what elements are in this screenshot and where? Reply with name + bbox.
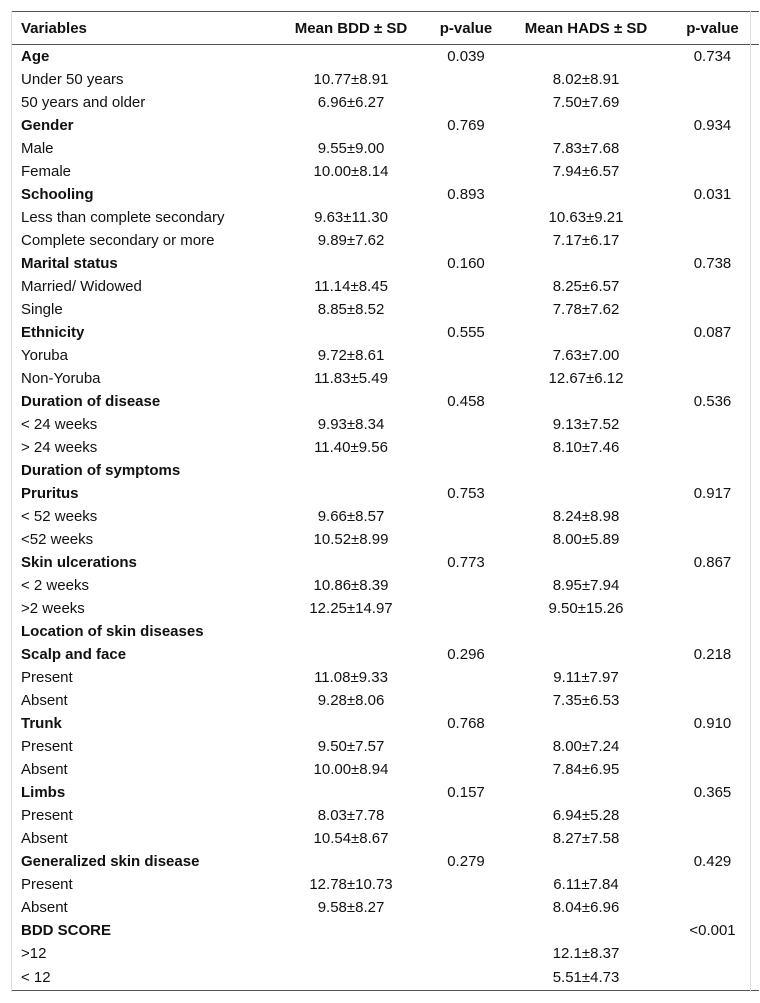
- table-row: [11, 137, 759, 160]
- table-row: [11, 873, 759, 896]
- cell-variable: Less than complete secondary: [21, 209, 225, 226]
- cell-mean-bdd: 9.63±11.30: [314, 209, 388, 226]
- cell-p-value-bdd: 0.157: [447, 784, 485, 801]
- cell-p-value-bdd: [426, 275, 506, 298]
- cell-variable: < 24 weeks: [21, 416, 98, 433]
- table-row: [11, 712, 759, 735]
- cell-mean-hads: [506, 781, 666, 804]
- cell-p-value-hads: 0.734: [693, 48, 732, 65]
- cell-p-value-hads: [666, 413, 759, 436]
- cell-p-value-hads: [666, 160, 759, 183]
- cell-p-value-bdd: [426, 91, 506, 114]
- cell-variable: Scalp and face: [21, 646, 127, 663]
- cell-mean-hads: 7.83±7.68: [552, 140, 620, 157]
- cell-mean-bdd: [276, 965, 426, 991]
- cell-p-value-bdd: [426, 229, 506, 252]
- cell-p-value-bdd: [426, 804, 506, 827]
- cell-p-value-hads: <0.001: [689, 922, 736, 939]
- table-row: [11, 344, 759, 367]
- cell-mean-bdd: 9.93±8.34: [317, 416, 385, 433]
- table-row: [11, 160, 759, 183]
- cell-mean-hads: [506, 183, 666, 206]
- cell-p-value-hads: [666, 873, 759, 896]
- table-row: [11, 206, 759, 229]
- cell-mean-bdd: 10.54±8.67: [313, 830, 389, 847]
- cell-variable: > 24 weeks: [21, 439, 98, 456]
- table-row: [11, 528, 759, 551]
- cell-mean-bdd: 11.14±8.45: [314, 278, 388, 295]
- cell-p-value-hads: [666, 597, 759, 620]
- table-row: [11, 781, 759, 804]
- cell-mean-bdd: [276, 252, 426, 275]
- table-row: [11, 183, 759, 206]
- cell-variable: Duration of disease: [21, 393, 161, 410]
- cell-mean-bdd: [276, 459, 426, 482]
- cell-p-value-bdd: [426, 137, 506, 160]
- cell-variable: Duration of symptoms: [21, 462, 181, 479]
- cell-p-value-hads: [666, 91, 759, 114]
- cell-p-value-bdd: [426, 68, 506, 91]
- cell-mean-bdd: 10.77±8.91: [313, 71, 389, 88]
- table-body: [11, 45, 759, 991]
- cell-p-value-bdd: [426, 666, 506, 689]
- cell-mean-hads: 8.04±6.96: [552, 899, 620, 916]
- cell-variable: Location of skin diseases: [21, 623, 204, 640]
- header-mean-hads: Mean HADS ± SD: [506, 12, 666, 45]
- cell-variable: Schooling: [21, 186, 94, 203]
- cell-variable: 50 years and older: [21, 94, 146, 111]
- header-p-value-bdd: p-value: [426, 12, 506, 45]
- cell-mean-bdd: [276, 114, 426, 137]
- cell-variable: Male: [21, 140, 54, 157]
- cell-mean-bdd: 10.00±8.14: [313, 163, 389, 180]
- cell-p-value-bdd: 0.769: [447, 117, 485, 134]
- results-table: [11, 11, 759, 991]
- cell-p-value-hads: [666, 206, 759, 229]
- cell-mean-bdd: 9.50±7.57: [317, 738, 385, 755]
- cell-variable: Ethnicity: [21, 324, 85, 341]
- cell-mean-bdd: 10.52±8.99: [313, 531, 389, 548]
- cell-mean-bdd: 8.03±7.78: [317, 807, 385, 824]
- cell-mean-hads: 8.00±5.89: [552, 531, 620, 548]
- table-row: [11, 827, 759, 850]
- cell-mean-hads: 12.1±8.37: [552, 945, 620, 962]
- cell-variable: < 12: [11, 965, 276, 991]
- cell-mean-hads: [506, 390, 666, 413]
- cell-variable: Female: [21, 163, 72, 180]
- table-row: [11, 298, 759, 321]
- table-row: [11, 413, 759, 436]
- cell-p-value-hads: 0.087: [693, 324, 732, 341]
- cell-p-value-bdd: [426, 505, 506, 528]
- cell-p-value-bdd: [426, 206, 506, 229]
- cell-p-value-hads: [666, 528, 759, 551]
- cell-variable: Age: [21, 48, 50, 65]
- cell-mean-hads: 8.02±8.91: [552, 71, 620, 88]
- cell-variable: Yoruba: [21, 347, 68, 364]
- cell-mean-bdd: [276, 643, 426, 666]
- cell-mean-hads: 7.50±7.69: [552, 94, 620, 111]
- cell-variable: >12: [21, 945, 47, 962]
- table-row: [11, 597, 759, 620]
- cell-variable: Marital status: [21, 255, 118, 272]
- cell-p-value-bdd: [426, 827, 506, 850]
- cell-p-value-bdd: 0.279: [447, 853, 485, 870]
- cell-mean-hads: 7.63±7.00: [552, 347, 620, 364]
- cell-mean-bdd: 10.86±8.39: [313, 577, 389, 594]
- cell-p-value-bdd: [426, 436, 506, 459]
- cell-p-value-hads: [666, 137, 759, 160]
- cell-mean-bdd: 8.85±8.52: [317, 301, 385, 318]
- cell-mean-hads: 8.00±7.24: [552, 738, 620, 755]
- table-row: [11, 965, 759, 991]
- header-p-value-hads: p-value: [666, 12, 759, 45]
- cell-mean-hads: 6.94±5.28: [552, 807, 620, 824]
- cell-mean-hads: [506, 919, 666, 942]
- cell-mean-hads: 7.17±6.17: [552, 232, 620, 249]
- cell-variable: Under 50 years: [21, 71, 124, 88]
- cell-mean-hads: [506, 482, 666, 505]
- cell-p-value-bdd: [426, 620, 506, 643]
- table-row: [11, 459, 759, 482]
- cell-p-value-hads: [666, 896, 759, 919]
- cell-mean-hads: 8.25±6.57: [552, 278, 620, 295]
- cell-variable: BDD SCORE: [21, 922, 112, 939]
- cell-variable: >2 weeks: [21, 600, 85, 617]
- table-row: [11, 390, 759, 413]
- cell-mean-hads: [506, 114, 666, 137]
- table-row: [11, 574, 759, 597]
- table-row: [11, 551, 759, 574]
- cell-mean-hads: 8.95±7.94: [552, 577, 620, 594]
- cell-mean-hads: [506, 620, 666, 643]
- cell-p-value-bdd: [426, 942, 506, 965]
- cell-variable: Skin ulcerations: [21, 554, 137, 571]
- cell-p-value-bdd: [426, 873, 506, 896]
- cell-variable: Non-Yoruba: [21, 370, 101, 387]
- cell-mean-bdd: 9.66±8.57: [317, 508, 385, 525]
- table-row: [11, 91, 759, 114]
- cell-variable: Complete secondary or more: [21, 232, 215, 249]
- cell-p-value-hads: [666, 344, 759, 367]
- cell-mean-bdd: [276, 919, 426, 942]
- cell-mean-hads: 8.10±7.46: [552, 439, 620, 456]
- cell-p-value-hads: 0.536: [693, 393, 732, 410]
- table-row: [11, 942, 759, 965]
- cell-p-value-bdd: [426, 758, 506, 781]
- cell-mean-bdd: 12.78±10.73: [309, 876, 393, 893]
- cell-mean-hads: [506, 643, 666, 666]
- table-row: [11, 505, 759, 528]
- cell-mean-bdd: 9.72±8.61: [317, 347, 385, 364]
- cell-variable: Present: [21, 876, 73, 893]
- cell-mean-bdd: 11.83±5.49: [314, 370, 388, 387]
- cell-variable: Limbs: [21, 784, 66, 801]
- cell-p-value-bdd: [426, 896, 506, 919]
- cell-p-value-bdd: [426, 919, 506, 942]
- cell-p-value-bdd: [426, 735, 506, 758]
- cell-mean-hads: 8.24±8.98: [552, 508, 620, 525]
- cell-mean-bdd: [276, 390, 426, 413]
- cell-p-value-hads: [666, 459, 759, 482]
- cell-p-value-hads: [666, 942, 759, 965]
- cell-mean-hads: [506, 712, 666, 735]
- cell-p-value-bdd: 0.753: [447, 485, 485, 502]
- header-variables: Variables: [11, 12, 276, 45]
- cell-variable: Absent: [21, 761, 68, 778]
- cell-mean-bdd: 9.58±8.27: [317, 899, 385, 916]
- cell-mean-bdd: 12.25±14.97: [309, 600, 393, 617]
- table-row: [11, 252, 759, 275]
- table-row: [11, 229, 759, 252]
- cell-variable: Trunk: [21, 715, 62, 732]
- cell-p-value-bdd: [426, 689, 506, 712]
- cell-mean-bdd: [276, 321, 426, 344]
- cell-mean-hads: [506, 459, 666, 482]
- cell-p-value-hads: [666, 620, 759, 643]
- cell-p-value-hads: [666, 275, 759, 298]
- cell-p-value-hads: [666, 666, 759, 689]
- cell-mean-bdd: 9.28±8.06: [317, 692, 385, 709]
- table-row: [11, 804, 759, 827]
- table-row: [11, 367, 759, 390]
- cell-variable: Married/ Widowed: [21, 278, 142, 295]
- table-row: [11, 758, 759, 781]
- cell-p-value-hads: [666, 574, 759, 597]
- table-row: [11, 666, 759, 689]
- cell-p-value-bdd: 0.555: [447, 324, 485, 341]
- cell-mean-bdd: [276, 850, 426, 873]
- table-row: [11, 896, 759, 919]
- cell-p-value-bdd: [426, 574, 506, 597]
- cell-p-value-bdd: [426, 160, 506, 183]
- cell-mean-hads: [506, 551, 666, 574]
- cell-p-value-hads: [666, 827, 759, 850]
- table-row: [11, 620, 759, 643]
- cell-mean-bdd: [276, 942, 426, 965]
- cell-variable: < 2 weeks: [21, 577, 89, 594]
- cell-p-value-bdd: [426, 413, 506, 436]
- cell-mean-hads: 7.78±7.62: [552, 301, 620, 318]
- cell-p-value-hads: [666, 965, 759, 991]
- cell-p-value-hads: 0.910: [693, 715, 732, 732]
- cell-p-value-hads: [666, 298, 759, 321]
- cell-variable: Present: [21, 807, 73, 824]
- cell-variable: Generalized skin disease: [21, 853, 200, 870]
- cell-p-value-hads: 0.738: [693, 255, 732, 272]
- cell-p-value-hads: 0.917: [693, 485, 732, 502]
- cell-mean-hads: 5.51±4.73: [506, 965, 666, 991]
- table-row: [11, 68, 759, 91]
- cell-mean-hads: 7.35±6.53: [552, 692, 620, 709]
- cell-p-value-bdd: [426, 597, 506, 620]
- cell-mean-hads: [506, 321, 666, 344]
- cell-mean-hads: 6.11±7.84: [553, 876, 619, 893]
- cell-p-value-hads: 0.031: [693, 186, 732, 203]
- cell-p-value-bdd: 0.296: [447, 646, 485, 663]
- cell-mean-bdd: [276, 781, 426, 804]
- cell-p-value-bdd: 0.039: [447, 48, 485, 65]
- cell-mean-hads: 12.67±6.12: [548, 370, 624, 387]
- cell-p-value-bdd: [426, 298, 506, 321]
- cell-mean-bdd: 11.40±9.56: [314, 439, 388, 456]
- cell-p-value-hads: 0.365: [693, 784, 732, 801]
- cell-mean-bdd: [276, 551, 426, 574]
- cell-variable: Absent: [21, 830, 68, 847]
- cell-p-value-hads: [666, 804, 759, 827]
- cell-p-value-hads: [666, 505, 759, 528]
- cell-mean-bdd: [276, 712, 426, 735]
- cell-variable: Gender: [21, 117, 74, 134]
- cell-mean-bdd: [276, 183, 426, 206]
- cell-p-value-bdd: [426, 965, 506, 991]
- cell-p-value-bdd: [426, 528, 506, 551]
- cell-p-value-hads: [666, 689, 759, 712]
- cell-p-value-hads: [666, 367, 759, 390]
- cell-mean-hads: [506, 252, 666, 275]
- table-row: [11, 689, 759, 712]
- cell-mean-bdd: 10.00±8.94: [313, 761, 389, 778]
- cell-p-value-hads: 0.867: [693, 554, 732, 571]
- table-row: [11, 735, 759, 758]
- cell-p-value-hads: 0.218: [693, 646, 732, 663]
- cell-p-value-bdd: 0.768: [447, 715, 485, 732]
- table-row: [11, 850, 759, 873]
- cell-mean-hads: 7.84±6.95: [552, 761, 620, 778]
- cell-variable: <52 weeks: [21, 531, 94, 548]
- cell-p-value-bdd: [426, 367, 506, 390]
- table-container: [11, 11, 749, 991]
- cell-mean-hads: 7.94±6.57: [552, 163, 620, 180]
- cell-p-value-hads: 0.934: [693, 117, 732, 134]
- table-header: [11, 12, 759, 45]
- cell-mean-bdd: [276, 45, 426, 69]
- cell-mean-hads: 8.27±7.58: [552, 830, 620, 847]
- cell-variable: Present: [21, 669, 73, 686]
- cell-p-value-hads: [666, 758, 759, 781]
- cell-p-value-bdd: 0.160: [447, 255, 485, 272]
- cell-mean-hads: 10.63±9.21: [548, 209, 624, 226]
- cell-mean-hads: [506, 45, 666, 69]
- cell-variable: Pruritus: [21, 485, 79, 502]
- table-row: [11, 321, 759, 344]
- header-row: [11, 12, 759, 45]
- cell-mean-hads: 9.50±15.26: [548, 600, 624, 617]
- cell-variable: < 52 weeks: [21, 508, 98, 525]
- cell-p-value-hads: [666, 735, 759, 758]
- cell-p-value-bdd: 0.773: [447, 554, 485, 571]
- cell-p-value-bdd: [426, 459, 506, 482]
- cell-mean-hads: [506, 850, 666, 873]
- table-row: [11, 436, 759, 459]
- cell-mean-bdd: 9.55±9.00: [317, 140, 385, 157]
- table-row: [11, 275, 759, 298]
- cell-p-value-hads: [666, 436, 759, 459]
- cell-p-value-bdd: 0.893: [447, 186, 485, 203]
- table-row: [11, 482, 759, 505]
- cell-mean-bdd: 11.08±9.33: [314, 669, 388, 686]
- cell-mean-bdd: 9.89±7.62: [317, 232, 385, 249]
- cell-variable: Absent: [21, 692, 68, 709]
- table-row: [11, 643, 759, 666]
- cell-p-value-hads: [666, 68, 759, 91]
- table-row: [11, 114, 759, 137]
- cell-mean-bdd: [276, 620, 426, 643]
- cell-variable: Present: [21, 738, 73, 755]
- table-row: [11, 45, 759, 69]
- cell-mean-hads: 9.11±7.97: [553, 669, 619, 686]
- cell-mean-hads: 9.13±7.52: [552, 416, 620, 433]
- table-row: [11, 919, 759, 942]
- cell-variable: Absent: [21, 899, 68, 916]
- cell-p-value-bdd: 0.458: [447, 393, 485, 410]
- cell-p-value-hads: [666, 229, 759, 252]
- cell-mean-bdd: 6.96±6.27: [317, 94, 385, 111]
- header-mean-bdd: Mean BDD ± SD: [276, 12, 426, 45]
- cell-p-value-hads: 0.429: [693, 853, 732, 870]
- cell-mean-bdd: [276, 482, 426, 505]
- cell-p-value-bdd: [426, 344, 506, 367]
- cell-variable: Single: [21, 301, 63, 318]
